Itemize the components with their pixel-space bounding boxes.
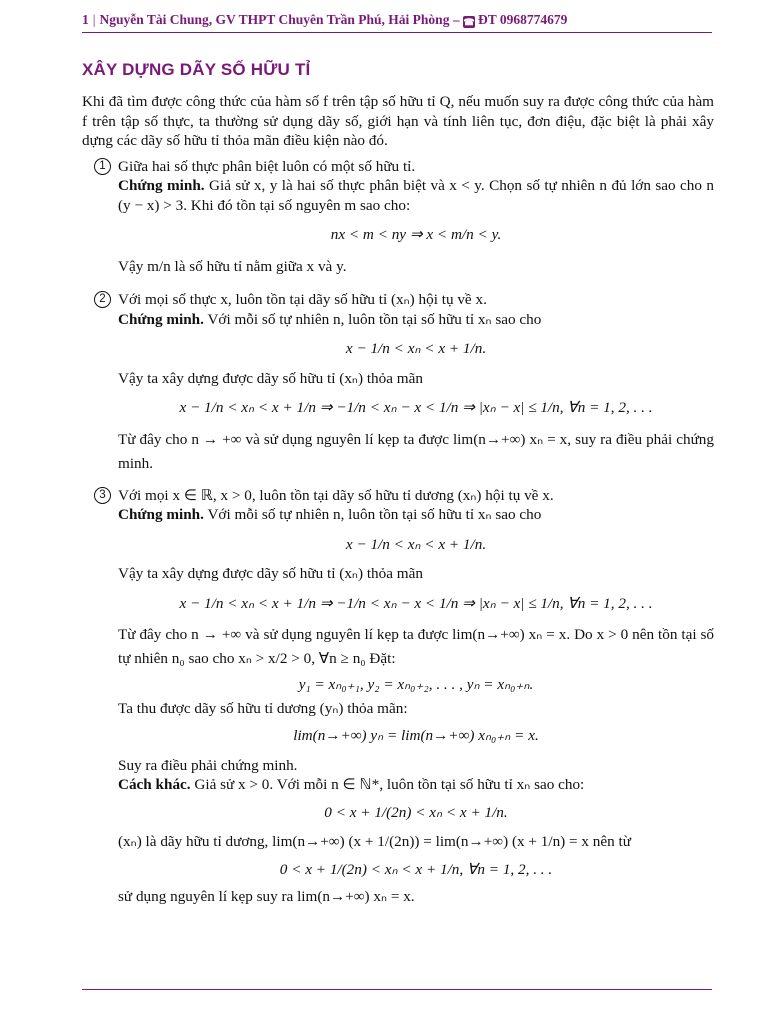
page-number: 1 — [82, 12, 89, 27]
author-line: Nguyễn Tài Chung, GV THPT Chuyên Trần Phú, Hải Phòng — [99, 12, 450, 27]
proof-paragraph — [118, 505, 714, 525]
display-math: lim(n→+∞) yₙ = lim(n→+∞) xₙ₀₊ₙ = x. — [293, 727, 539, 744]
display-math: x − 1/n < xₙ < x + 1/n ⇒ −1/n < xₙ − x < 1/n ⇒ |xₙ − x| ≤ 1/n, ∀n = 1, 2, . . . — [179, 399, 653, 416]
text-line: Vậy ta xây dựng được dãy số hữu tỉ (xₙ) thỏa mãn — [118, 565, 423, 582]
item-number: 1 — [94, 158, 111, 175]
header-rule — [82, 32, 712, 33]
item-number: 3 — [94, 487, 111, 504]
display-math: nx < m < ny ⇒ x < m/n < y. — [330, 226, 502, 243]
phone-icon: ☎ — [463, 17, 475, 27]
display-math: 0 < x + 1/(2n) < xₙ < x + 1/n, ∀n = 1, 2, . . . — [279, 860, 553, 878]
proof-text: Với mỗi số tự nhiên n, luôn tồn tại số hữu tỉ xₙ sao cho — [207, 506, 542, 523]
proof-paragraph — [118, 310, 714, 330]
item-number: 2 — [94, 291, 111, 308]
item-2 — [82, 290, 714, 476]
conclusion: Từ đây cho n → +∞ và sử dụng nguyên lí kẹp ta được lim(n→+∞) xₙ = x, suy ra điều phải chứng minh. — [118, 430, 714, 472]
intro-paragraph: Khi đã tìm được công thức của hàm số f trên tập số hữu tỉ Q, nếu muốn suy ra được công thức của hàm f trên tập số thực, ta thường sử dụng dãy số, giới hạn và tính liên tục, đơn điệu, đặc biệt là phải xây dựng các dãy số hữu tỉ thỏa mãn điều kiện nào đó. — [82, 93, 714, 149]
display-math: x − 1/n < xₙ < x + 1/n. — [345, 535, 487, 553]
proof-text: Với mỗi số tự nhiên n, luôn tồn tại số hữu tỉ xₙ sao cho — [207, 310, 542, 328]
text-line: (xₙ) là dãy hữu tỉ dương, lim(n→+∞) (x + 1/(2n)) = lim(n→+∞) (x + 1/n) = x nên từ — [118, 833, 631, 850]
item-statement: Với mọi số thực x, luôn tồn tại dãy số hữu tỉ (xₙ) hội tụ về x. — [118, 291, 487, 308]
text-line: Vậy ta xây dựng được dãy số hữu tỉ (xₙ) thỏa mãn — [118, 369, 423, 387]
conclusion: Vậy m/n là số hữu tỉ nằm giữa x và y. — [118, 257, 347, 275]
display-math: 0 < x + 1/(2n) < xₙ < x + 1/n. — [324, 803, 508, 821]
header-dash: – — [452, 12, 460, 27]
text-line: Ta thu được dãy số hữu tỉ dương (yₙ) thỏa mãn: — [118, 699, 408, 717]
proof-label: Chứng minh. — [118, 177, 205, 194]
item-statement: Với mọi x ∈ ℝ, x > 0, luôn tồn tại dãy số hữu tỉ dương (xₙ) hội tụ về x. — [118, 486, 554, 504]
display-math: x − 1/n < xₙ < x + 1/n ⇒ −1/n < xₙ − x < 1/n ⇒ |xₙ − x| ≤ 1/n, ∀n = 1, 2, . . . — [179, 594, 653, 612]
proof-paragraph — [118, 176, 714, 215]
item-1 — [82, 157, 714, 277]
alt-proof-label: Cách khác. — [118, 776, 191, 793]
display-math: x − 1/n < xₙ < x + 1/n. — [345, 340, 487, 357]
phone-number: ĐT 0968774679 — [477, 12, 568, 27]
alt-proof-paragraph — [118, 775, 714, 795]
alt-proof-text: Giả sử x > 0. Với mỗi n ∈ ℕ*, luôn tồn tại số hữu tỉ xₙ sao cho: — [194, 776, 585, 793]
text-line: sử dụng nguyên lí kẹp suy ra lim(n→+∞) xₙ = x. — [118, 888, 415, 905]
proof-label: Chứng minh. — [118, 310, 204, 328]
item-3 — [82, 486, 714, 907]
page-header: 1 | Nguyễn Tài Chung, GV THPT Chuyên Trần Phú, Hải Phòng – ☎ ĐT 0968774679 — [82, 12, 568, 27]
display-math: y₁ = xₙ₀₊₁, y₂ = xₙ₀₊₂, . . . , yₙ = xₙ₀₊ₙ. — [298, 676, 534, 693]
section-title: XÂY DỰNG DÃY SỐ HỮU TỈ — [82, 60, 311, 79]
proof-text: Giả sử x, y là hai số thực phân biệt và x < y. Chọn số tự nhiên n đủ lớn sao cho n (y − x) > 3. Khi đó tồn tại số nguyên m sao cho: — [118, 177, 714, 214]
footer-rule — [82, 989, 712, 990]
text-line: Từ đây cho n → +∞ và sử dụng nguyên lí kẹp ta được lim(n→+∞) xₙ = x. Do x > 0 nên tồn tại số tự nhiên n₀ sao cho xₙ > x/2 > 0, ∀n ≥ n₀ Đặt: — [118, 626, 714, 667]
page-body — [82, 92, 714, 907]
proof-label: Chứng minh. — [118, 506, 204, 523]
item-statement: Giữa hai số thực phân biệt luôn có một số hữu tỉ. — [118, 157, 416, 175]
text-line: Suy ra điều phải chứng minh. — [118, 756, 298, 774]
